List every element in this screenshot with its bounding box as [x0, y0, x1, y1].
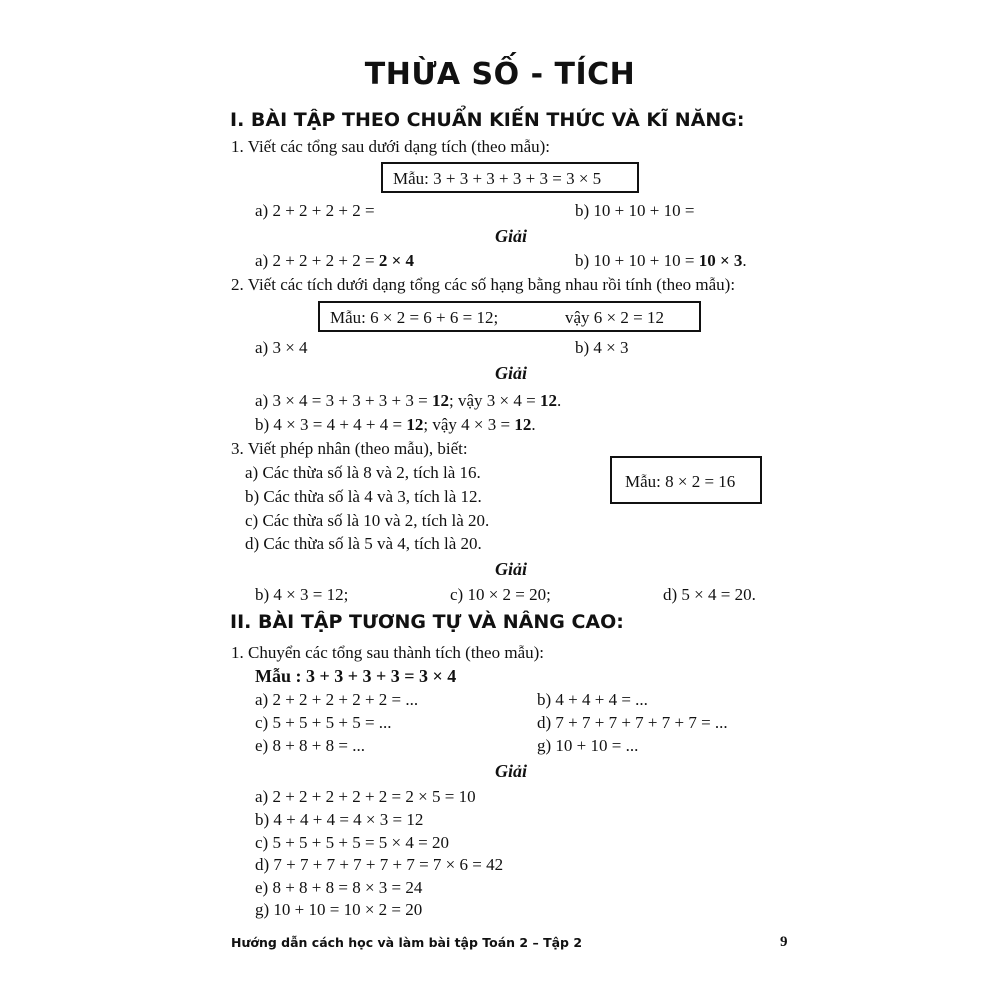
s2-ex1-solution-heading: Giải: [495, 761, 528, 781]
ex1-answer-a: a) 2 + 2 + 2 + 2 = 2 × 4: [255, 251, 414, 270]
ex3-prompt: 3. Viết phép nhân (theo mẫu), biết:: [231, 439, 468, 458]
section-1-heading: I. BÀI TẬP THEO CHUẨN KIẾN THỨC VÀ KĨ NĂNG:: [230, 109, 745, 131]
ex1-item-b: b) 10 + 10 + 10 =: [575, 201, 695, 220]
s2-ex1-answer-b: b) 4 + 4 + 4 = 4 × 3 = 12: [255, 810, 424, 829]
s2-ex1-item-g: g) 10 + 10 = ...: [537, 736, 639, 755]
ex3-solution-heading: Giải: [495, 559, 528, 579]
ex2-prompt: 2. Viết các tích dưới dạng tổng các số hạng bằng nhau rồi tính (theo mẫu):: [231, 275, 736, 294]
s2-ex1-item-b: b) 4 + 4 + 4 = ...: [537, 690, 648, 709]
ex2-item-a: a) 3 × 4: [255, 338, 308, 357]
ex1-prompt: 1. Viết các tổng sau dưới dạng tích (theo mẫu):: [231, 137, 551, 156]
s2-ex1-item-d: d) 7 + 7 + 7 + 7 + 7 + 7 = ...: [537, 713, 728, 732]
s2-ex1-answer-d: d) 7 + 7 + 7 + 7 + 7 + 7 = 7 × 6 = 42: [255, 855, 504, 874]
ex2-sample-right: vậy 6 × 2 = 12: [565, 308, 664, 327]
s2-ex1-item-e: e) 8 + 8 + 8 = ...: [255, 736, 365, 755]
s2-ex1-prompt: 1. Chuyển các tổng sau thành tích (theo mẫu):: [231, 643, 544, 662]
ex2-answer-a: a) 3 × 4 = 3 + 3 + 3 + 3 = 12; vậy 3 × 4 = 12.: [255, 391, 562, 410]
ex3-sample: Mẫu: 8 × 2 = 16: [625, 472, 736, 491]
s2-ex1-sample: Mẫu : 3 + 3 + 3 + 3 = 3 × 4: [255, 666, 457, 686]
footer-book-title: Hướng dẫn cách học và làm bài tập Toán 2 – Tập 2: [231, 935, 583, 950]
ex3-answer-b: b) 4 × 3 = 12;: [255, 585, 349, 604]
s2-ex1-answer-e: e) 8 + 8 + 8 = 8 × 3 = 24: [255, 878, 423, 897]
s2-ex1-item-a: a) 2 + 2 + 2 + 2 + 2 = ...: [255, 690, 419, 709]
ex3-item-a: a) Các thừa số là 8 và 2, tích là 16.: [245, 463, 481, 482]
ex3-item-c: c) Các thừa số là 10 và 2, tích là 20.: [245, 511, 490, 530]
ex3-item-d: d) Các thừa số là 5 và 4, tích là 20.: [245, 534, 482, 553]
ex1-sample: Mẫu: 3 + 3 + 3 + 3 + 3 = 3 × 5: [393, 169, 602, 188]
ex2-sample-left: Mẫu: 6 × 2 = 6 + 6 = 12;: [330, 308, 499, 327]
ex3-item-b: b) Các thừa số là 4 và 3, tích là 12.: [245, 487, 482, 506]
page-number: 9: [780, 934, 788, 950]
ex1-answer-b: b) 10 + 10 + 10 = 10 × 3.: [575, 251, 747, 270]
s2-ex1-item-c: c) 5 + 5 + 5 + 5 = ...: [255, 713, 392, 732]
page-title: THỪA SỐ - TÍCH: [364, 57, 636, 92]
s2-ex1-answer-g: g) 10 + 10 = 10 × 2 = 20: [255, 900, 423, 919]
ex1-solution-heading: Giải: [495, 226, 528, 246]
ex2-item-b: b) 4 × 3: [575, 338, 629, 357]
ex2-answer-b: b) 4 × 3 = 4 + 4 + 4 = 12; vậy 4 × 3 = 12.: [255, 415, 536, 434]
section-2-heading: II. BÀI TẬP TƯƠNG TỰ VÀ NÂNG CAO:: [230, 611, 624, 633]
ex2-solution-heading: Giải: [495, 363, 528, 383]
ex1-item-a: a) 2 + 2 + 2 + 2 =: [255, 201, 375, 220]
s2-ex1-answer-c: c) 5 + 5 + 5 + 5 = 5 × 4 = 20: [255, 833, 449, 852]
s2-ex1-answer-a: a) 2 + 2 + 2 + 2 + 2 = 2 × 5 = 10: [255, 787, 476, 806]
ex3-answer-c: c) 10 × 2 = 20;: [450, 585, 551, 604]
ex3-answer-d: d) 5 × 4 = 20.: [663, 585, 756, 604]
